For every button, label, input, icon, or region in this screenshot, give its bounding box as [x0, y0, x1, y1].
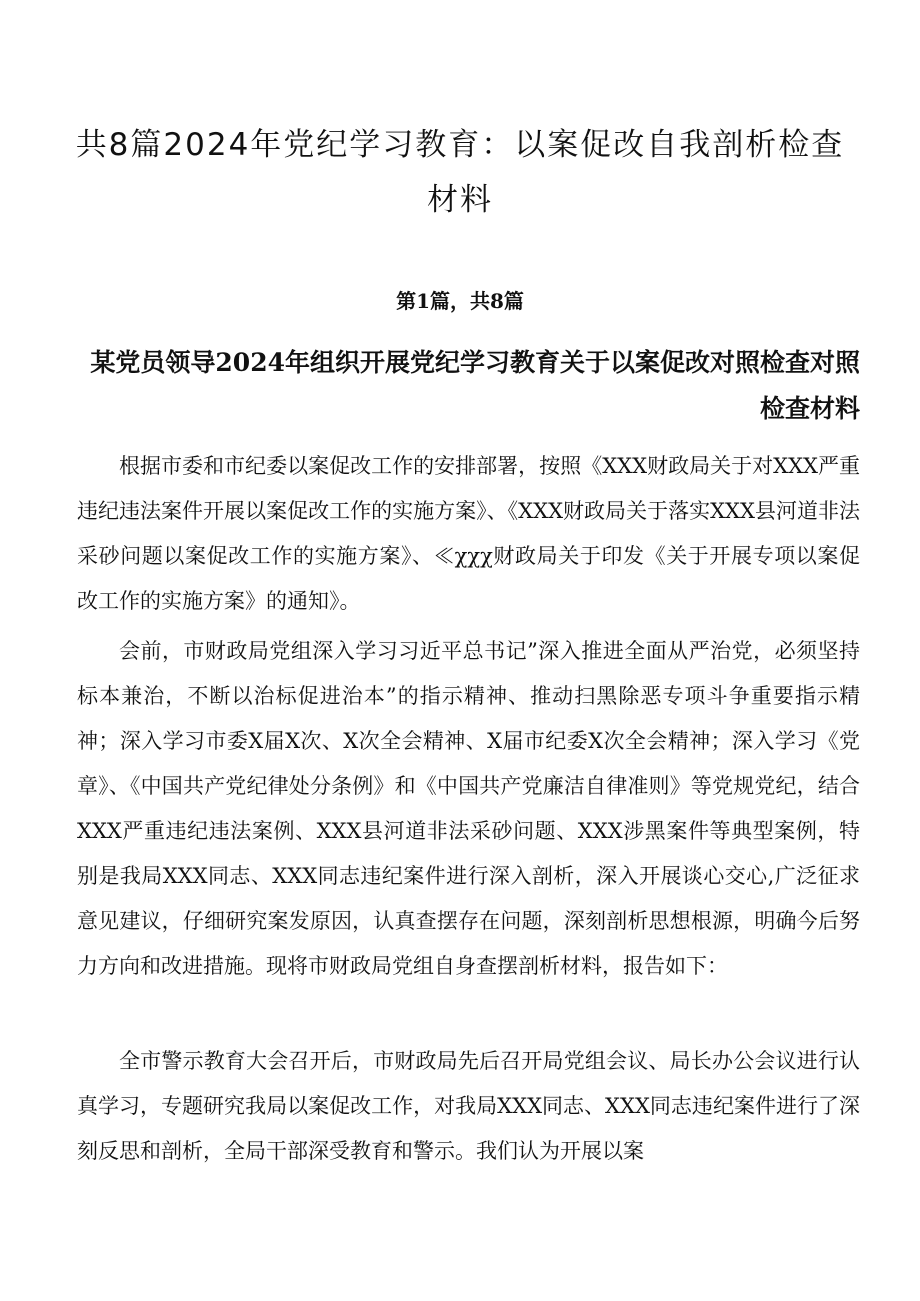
body-paragraph-1: 根据市委和市纪委以案促改工作的安排部署，按照《XXX财政局关于对XXX严重违纪违法案件开展以案促改工作的实施方案》、《XXX财政局关于落实XXX县河道非法采砂问题以案促改工作的实施方案》、≪χχχ财政局关于印发《关于开展专项以案促改工作的实施方案》的通知》。: [77, 454, 860, 613]
document-title: 共8篇2024年党纪学习教育：以案促改自我剖析检查材料: [75, 127, 845, 218]
body-paragraph-3: 全市警示教育大会召开后，市财政局先后召开局党组会议、局长办公会议进行认真学习，专题研究我局以案促改工作，对我局XXX同志、XXX同志违纪案件进行了深刻反思和剖析，全局干部深受教育和警示。我们认为开展以案: [77, 1049, 860, 1163]
part-label: 第1篇，共8篇: [396, 289, 524, 313]
body-paragraph-2: 会前，市财政局党组深入学习习近平总书记”深入推进全面从严治党，必须坚持标本兼治，不断以治标促进治本”的指示精神、推动扫黑除恶专项斗争重要指示精神；深入学习市委X届X次、X次全会精神、X届市纪委X次全会精神；深入学习《党章》、《中国共产党纪律处分条例》和《中国共产党廉洁自律准则》等党规党纪，结合XXX严重违纪违法案例、XXX县河道非法采砂问题、XXX涉黑案件等典型案例，特别是我局XXX同志、XXX同志违纪案件进行深入剖析，深入开展谈心交心,广泛征求意见建议，仔细研究案发原因，认真查摆存在问题，深刻剖析思想根源，明确今后努力方向和改进措施。现将市财政局党组自身查摆剖析材料，报告如下：: [77, 639, 860, 978]
section-title: 某党员领导2024年组织开展党纪学习教育关于以案促改对照检查对照检查材料: [90, 348, 860, 423]
